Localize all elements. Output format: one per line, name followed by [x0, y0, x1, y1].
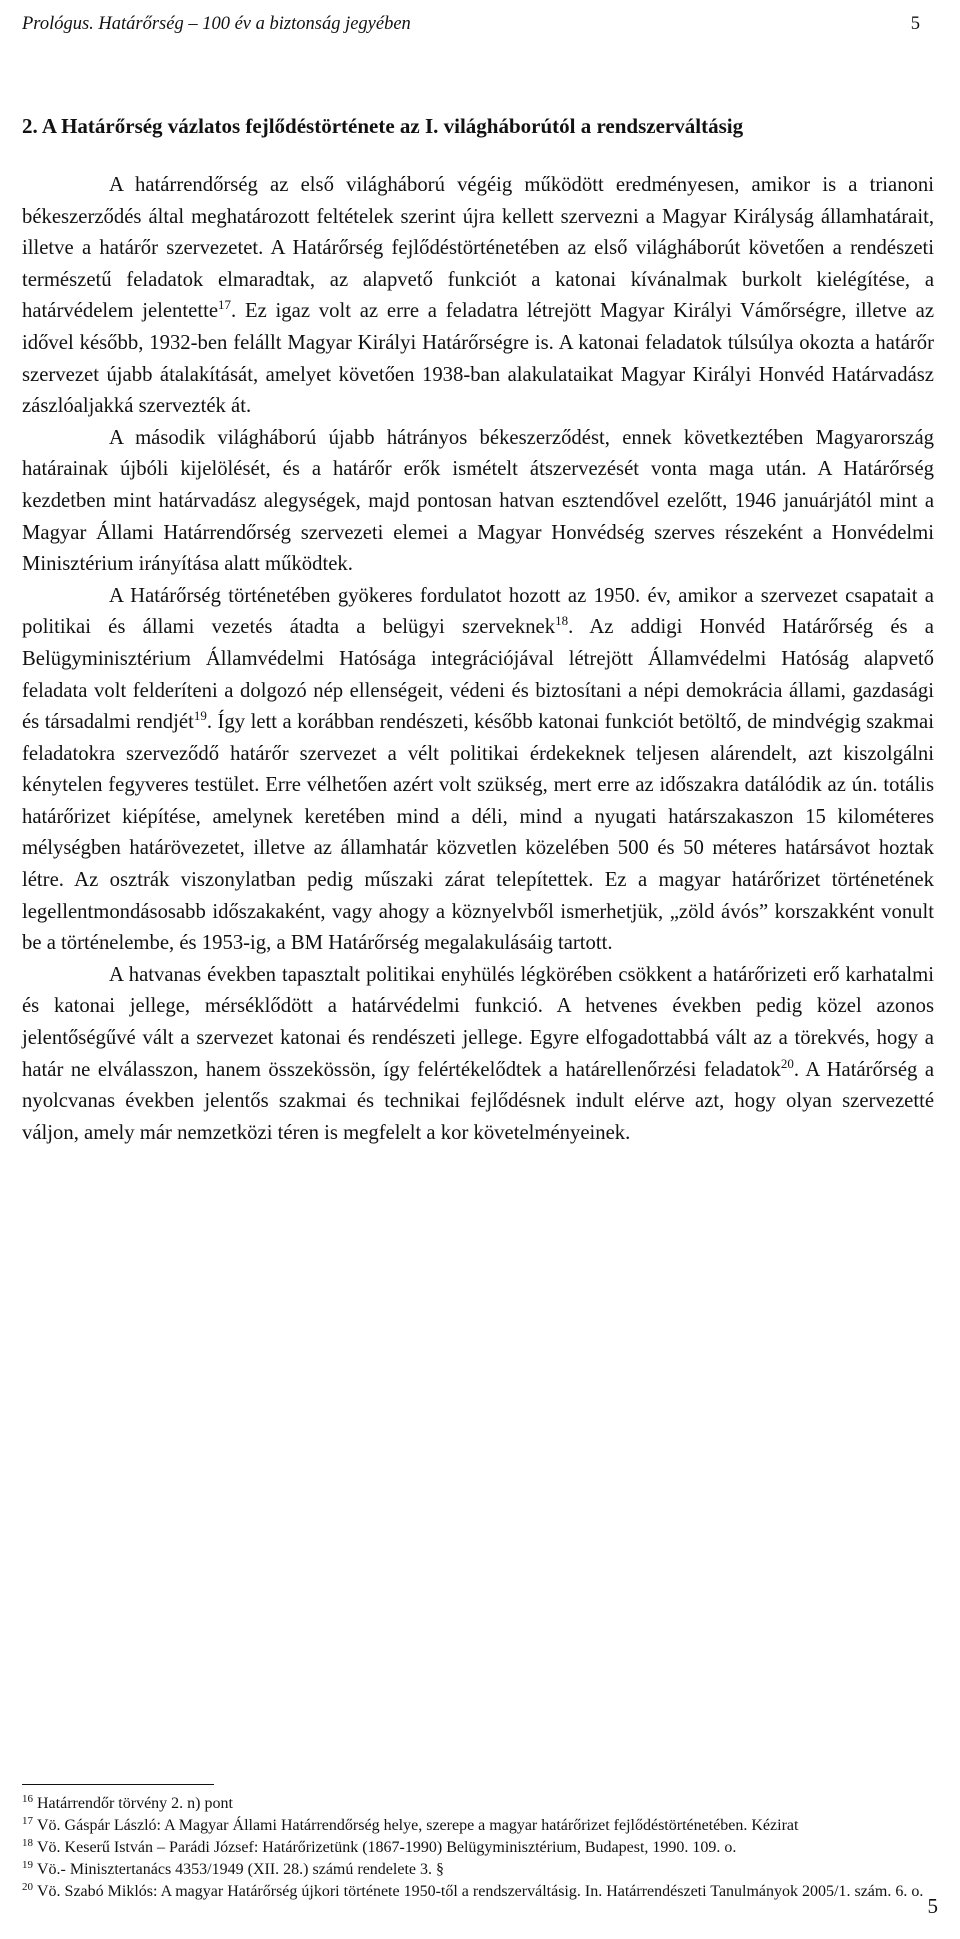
footnote-16: $^{16}$ Határrendőr törvény 2. n) pont: [22, 1792, 233, 1812]
paragraph-2: A második világháború újabb hátrányos békeszerződést, ennek következtében Magyarország határainak újbóli kijelölését, és a határőr erők ismételt átszervezését vonta maga után. A Határőrség kezdetben mint határvadász alegységek, majd pontosan hatvan esztendővel ezelőtt, 1946 januárjától mint a Magyar Állami Határrendőrség szervezeti elemei a Magyar Honvédség szerves részeként a Honvédelmi Minisztérium irányítása alatt működtek.: [22, 426, 934, 576]
footnote-20: $^{20}$ Vö. Szabó Miklós: A magyar Határőrség újkori története 1950-től a rendszerváltásig. In. Határrendészeti Tanulmányok 2005/1. szám. 6. o.: [22, 1880, 924, 1900]
running-header: [22, 14, 920, 44]
section-heading: 2. A Határőrség vázlatos fejlődéstörténete az I. világháborútól a rendszerváltásig: [22, 114, 744, 138]
footnote-ref-18[interactable]: 18: [555, 613, 569, 629]
header-title: Prológus. Határőrség – 100 év a biztonság jegyében: [22, 14, 411, 34]
footer-page-number: 5: [927, 1894, 938, 1918]
footnote-17: $^{17}$ Vö. Gáspár László: A Magyar Állami Határrendőrség helye, szerepe a magyar határőrizet fejlődéstörténetében. Kézirat: [22, 1814, 799, 1834]
header-page-number: 5: [910, 14, 920, 34]
footnote-ref-17[interactable]: 17: [218, 297, 232, 313]
footnote-18: $^{18}$ Vö. Keserű István – Parádi József: Határőrizetünk (1867-1990) Belügyminisztérium, Budapest, 1990. 109. o.: [22, 1836, 737, 1856]
paragraph-1: A határrendőrség az első világháború végéig működött eredményesen, amikor is a trianoni békeszerződés által meghatározott feltételek szerint újra kellett szervezni a Magyar Királyság államhatárait, illetve a határőr szervezetet. A Határőrség fejlődéstörténetében az első világháborút követően a rendészeti természetű feladatok elmaradtak, az alapvető funkciót a katonai kívánalmak burkolt kielégítése, a határvédelem jelentette$^{17}$. Ez igaz volt az erre a feladatra létrejött Magyar Királyi Vámőrségre, illetve az idővel később, 1932-ben felállt Magyar Királyi Határőrségre is. A katonai feladatok túlsúlya okozta a határőr szervezet újabb átalakítását, amelyet követően 1938-ban alakulataikat Magyar Királyi Honvéd Határvadász zászlóaljakká szervezték át.: [22, 174, 935, 418]
footnote-19: $^{19}$ Vö.- Minisztertanács 4353/1949 (XII. 28.) számú rendelete 3. §: [22, 1858, 444, 1878]
footnotes: [22, 1793, 934, 1903]
footnote-ref-19[interactable]: 19: [193, 708, 207, 724]
footnote-ref-20[interactable]: 20: [780, 1055, 794, 1071]
paragraph-3: A Határőrség történetében gyökeres fordulatot hozott az 1950. év, amikor a szervezet csapatait a politikai és állami vezetés átadta a belügyi szerveknek$^{18}$. Az addigi Honvéd Határőrség és a Belügyminisztérium Államvédelmi Hatósága integrációjával létrejött Államvédelmi Hatóság alapvető feladata volt felderíteni a dolgozó nép ellenségeit, védeni és biztosítani a népi demokrácia állami, gazdasági és társadalmi rendjét$^{19}$. Így lett a korábban rendészeti, később katonai funkciót betöltő, de mindvégig szakmai feladatokra szerveződő határőr szervezet a vélt politikai érdekeknek teljesen alárendelt, azt kiszolgálni kénytelen fegyveres testület. Erre vélhetően azért volt szükség, mert erre az időszakra datálódik az ún. totális határőrizet kiépítése, amelynek keretében mind a déli, mind a nyugati határszakaszon 15 kilométeres mélységben határövezetet, illetve az államhatár közvetlen közelében 500 és 50 méteres határsávot hoztak létre. Az osztrák viszonylatban pedig műszaki zárat telepítettek. Ez a magyar határőrizet történetének legellentmondásosabb időszakaként, vagy ahogy a köznyelvből ismerhetjük, „zöld ávós” korszakként vonult be a történelembe, és 1953-ig, a BM Határőrség megalakulásáig tartott.: [22, 584, 934, 955]
footnote-separator: [22, 1784, 214, 1785]
body-text: [22, 170, 934, 1149]
paragraph-4: A hatvanas években tapasztalt politikai enyhülés légkörében csökkent a határőrizeti erő karhatalmi és katonai jellege, mérséklődött a határvédelmi funkció. A hetvenes években pedig közel azonos jelentőségűvé vált a szervezet katonai és rendészeti jellege. Egyre elfogadottabbá vált az a törekvés, hogy a határ ne elválasszon, hanem összekössön, így felértékelődtek a határellenőrzési feladatok$^{20}$. A Határőrség a nyolcvanas években jelentős szakmai és technikai fejlődésnek indult elérve azt, hogy olyan szervezetté váljon, amely már nemzetközi téren is megfelelt a kor követelményeinek.: [22, 963, 935, 1144]
